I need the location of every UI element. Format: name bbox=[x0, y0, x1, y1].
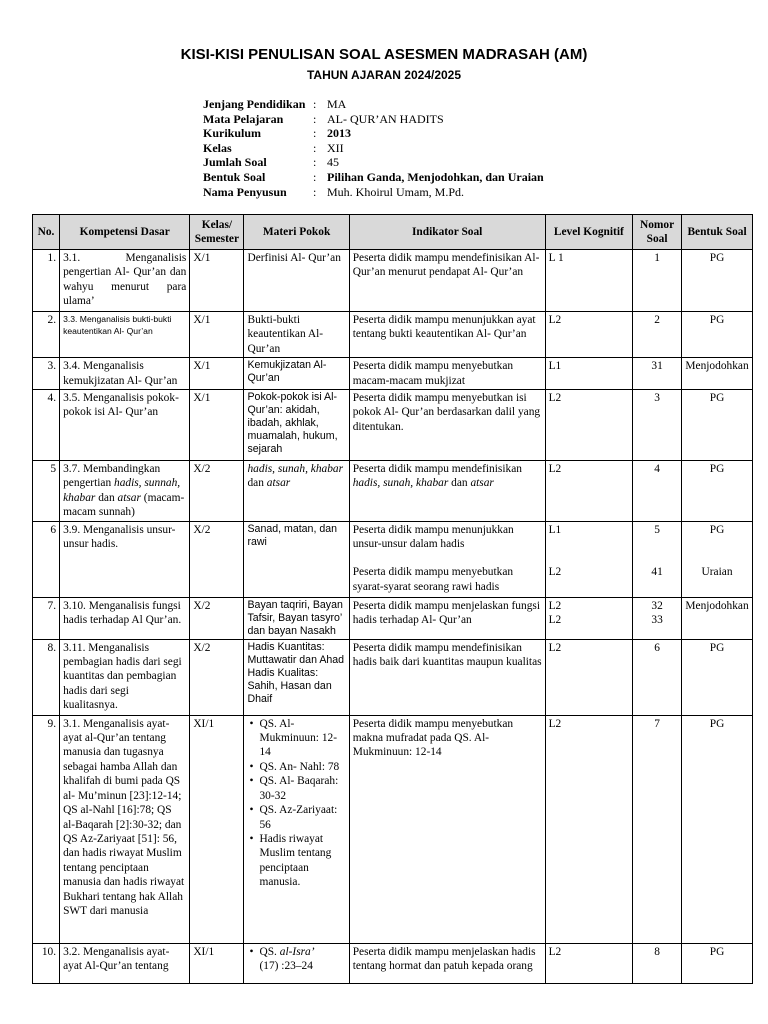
column-header: Kompetensi Dasar bbox=[60, 215, 190, 250]
column-header: No. bbox=[33, 215, 60, 250]
meta-row: Nama Penyusun : Muh. Khoirul Umam, M.Pd. bbox=[203, 184, 465, 199]
table-header-row bbox=[33, 215, 753, 250]
cell-indikator: Peserta didik mampu menjelaskan fungsi hadis terhadap Al- Qur’an bbox=[349, 597, 545, 639]
meta-key: Kurikulum bbox=[203, 126, 262, 141]
meta-value: AL- QUR’AN HADITS bbox=[327, 111, 444, 126]
list-item: • QS. Al- Mukminuun: 12-14 bbox=[259, 717, 345, 760]
meta-key: Bentuk Soal bbox=[203, 169, 266, 184]
meta-value: Pilihan Ganda, Menjodohkan, dan Uraian bbox=[327, 169, 544, 184]
cell-kelas: X/2 bbox=[190, 639, 244, 715]
column-header: Level Kognitif bbox=[545, 215, 633, 250]
cell-no: 3. bbox=[33, 358, 60, 390]
cell-indikator: Peserta didik mampu mendefinisikan Al- Qur’an menurut pendapat Al- Qur’an bbox=[349, 250, 545, 312]
meta-row: Jumlah Soal : 45 bbox=[203, 155, 339, 170]
cell-bentuk: PG bbox=[682, 390, 753, 461]
cell-indikator: Peserta didik mampu menyebutkan isi pokok Al- Qur’an berdasarkan dalil yang ditentukan. bbox=[349, 390, 545, 461]
cell-kompetensi: 3.10. Menganalisis fungsi hadis terhadap Al Qur’an. bbox=[60, 597, 190, 639]
cell-no: 1. bbox=[33, 250, 60, 312]
cell-kompetensi: 3.11. Menganalisis pembagian hadis dari segi kuantitas dan pembagian hadis dari segi kualitasnya. bbox=[60, 639, 190, 715]
cell-nomor: 5 41 bbox=[633, 521, 682, 597]
meta-value: 45 bbox=[327, 155, 339, 170]
cell-materi bbox=[244, 943, 349, 983]
cell-kelas: X/1 bbox=[190, 358, 244, 390]
cell-kompetensi: 3.5. Menganalisis pokok-pokok isi Al- Qur’an bbox=[60, 390, 190, 461]
cell-kompetensi: 3.1. Menganalisis pengertian Al- Qur’an dan wahyu menurut para ulama’ bbox=[60, 250, 190, 312]
cell-no: 10. bbox=[33, 943, 60, 983]
cell-kompetensi: 3.9. Menganalisis unsur-unsur hadis. bbox=[60, 521, 190, 597]
document-meta bbox=[203, 97, 544, 199]
cell-kompetensi: 3.3. Menganalisis bukti-bukti keautentikan Al- Qur’an bbox=[60, 312, 190, 358]
cell-bentuk: PG bbox=[682, 715, 753, 943]
cell-nomor: 8 bbox=[633, 943, 682, 983]
cell-nomor: 3 bbox=[633, 390, 682, 461]
list-item: • Hadis riwayat Muslim tentang penciptaan manusia. bbox=[259, 832, 345, 890]
cell-indikator: Peserta didik mampu mendefinisikan hadis, sunah, khabar dan atsar bbox=[349, 461, 545, 522]
table-row bbox=[33, 521, 753, 597]
cell-bentuk: PG bbox=[682, 461, 753, 522]
cell-level: L2 bbox=[545, 715, 633, 943]
cell-indikator: Peserta didik mampu mendefinisikan hadis baik dari kuantitas maupun kualitas bbox=[349, 639, 545, 715]
cell-kelas: XI/1 bbox=[190, 715, 244, 943]
meta-key: Jumlah Soal bbox=[203, 155, 267, 170]
cell-kelas: X/2 bbox=[190, 461, 244, 522]
cell-kelas: X/1 bbox=[190, 250, 244, 312]
column-header: Indikator Soal bbox=[349, 215, 545, 250]
meta-row: Kelas : XII bbox=[203, 140, 344, 155]
meta-value: MA bbox=[327, 97, 347, 111]
table-row bbox=[33, 639, 753, 715]
cell-materi: Hadis Kuantitas: Muttawatir dan Ahad Hadis Kualitas: Sahih, Hasan dan Dhaif bbox=[244, 639, 349, 715]
cell-indikator: Peserta didik mampu menunjukkan ayat tentang bukti keautentikan Al- Qur’an bbox=[349, 312, 545, 358]
list-item: • QS. Al- Baqarah: 30-32 bbox=[259, 774, 345, 803]
cell-kelas: X/2 bbox=[190, 597, 244, 639]
list-item: • QS. al-Isra’ (17) :23–24 bbox=[259, 945, 345, 974]
cell-kompetensi: 3.7. Membandingkan pengertian hadis, sunnah, khabar dan atsar (macam-macam sunnah) bbox=[60, 461, 190, 522]
cell-materi: Sanad, matan, dan rawi bbox=[244, 521, 349, 597]
meta-row: Jenjang Pendidikan : MA bbox=[203, 97, 347, 111]
table-row bbox=[33, 250, 753, 312]
table-row bbox=[33, 358, 753, 390]
cell-nomor: 4 bbox=[633, 461, 682, 522]
cell-kompetensi: 3.4. Menganalisis kemukjizatan Al- Qur’an bbox=[60, 358, 190, 390]
table-row bbox=[33, 943, 753, 983]
cell-level: L2 bbox=[545, 639, 633, 715]
cell-bentuk: PG bbox=[682, 639, 753, 715]
meta-row: Bentuk Soal : Pilihan Ganda, Menjodohkan, dan Uraian bbox=[203, 169, 544, 184]
cell-level: L2 bbox=[545, 461, 633, 522]
table-row bbox=[33, 597, 753, 639]
cell-kompetensi: 3.1. Menganalisis ayat-ayat al-Qur’an tentang manusia dan tugasnya sebagai hamba Allah dan khalifah di bumi pada QS al- Mu’minun [23]:12-14; QS al-Nahl [16]:78; QS al-Baqarah [2]:30-32; dan QS Az-Zariyaat [51]: 56, dan hadis riwayat Muslim tentang penciptaan manusia dan hadis riwayat Bukhari tentang hak Allah SWT dari manusia bbox=[60, 715, 190, 943]
cell-materi: hadis, sunah, khabar dan atsar bbox=[244, 461, 349, 522]
meta-value: XII bbox=[327, 140, 344, 155]
cell-level: L1 L2 bbox=[545, 521, 633, 597]
table-row bbox=[33, 390, 753, 461]
cell-no: 5 bbox=[33, 461, 60, 522]
cell-materi: Kemukjizatan Al- Qur’an bbox=[244, 358, 349, 390]
cell-indikator: Peserta didik mampu menyebutkan makna mufradat pada QS. Al- Mukminuun: 12-14 bbox=[349, 715, 545, 943]
kisi-kisi-table bbox=[32, 214, 753, 984]
table-row bbox=[33, 312, 753, 358]
cell-no: 8. bbox=[33, 639, 60, 715]
cell-materi: Bayan taqriri, Bayan Tafsir, Bayan tasyro’ dan bayan Nasakh bbox=[244, 597, 349, 639]
column-header: Materi Pokok bbox=[244, 215, 349, 250]
document-subtitle: TAHUN AJARAN 2024/2025 bbox=[306, 68, 462, 82]
cell-materi bbox=[244, 715, 349, 943]
cell-no: 7. bbox=[33, 597, 60, 639]
meta-key: Jenjang Pendidikan bbox=[203, 97, 306, 111]
cell-bentuk: PG bbox=[682, 250, 753, 312]
cell-bentuk: PG Uraian bbox=[682, 521, 753, 597]
cell-nomor: 1 bbox=[633, 250, 682, 312]
cell-indikator: Peserta didik mampu menjelaskan hadis tentang hormat dan patuh kepada orang bbox=[349, 943, 545, 983]
cell-indikator: Peserta didik mampu menunjukkan unsur-unsur dalam hadis Peserta didik mampu menyebutkan syarat-syarat seorang rawi hadis bbox=[349, 521, 545, 597]
meta-key: Mata Pelajaran bbox=[203, 111, 284, 126]
cell-no: 6 bbox=[33, 521, 60, 597]
column-header: Kelas/ Semester bbox=[190, 215, 244, 250]
cell-level: L2 bbox=[545, 312, 633, 358]
cell-no: 9. bbox=[33, 715, 60, 943]
meta-row: Mata Pelajaran : AL- QUR’AN HADITS bbox=[203, 111, 444, 126]
cell-kelas: X/1 bbox=[190, 312, 244, 358]
cell-bentuk: PG bbox=[682, 312, 753, 358]
cell-nomor: 32 33 bbox=[633, 597, 682, 639]
meta-value: Muh. Khoirul Umam, M.Pd. bbox=[327, 184, 465, 199]
cell-bentuk: Menjodohkan bbox=[682, 597, 753, 639]
list-item: • QS. Az-Zariyaat: 56 bbox=[259, 803, 345, 832]
cell-kelas: XI/1 bbox=[190, 943, 244, 983]
cell-kelas: X/1 bbox=[190, 390, 244, 461]
cell-level: L2 bbox=[545, 390, 633, 461]
cell-level: L2 bbox=[545, 943, 633, 983]
cell-kelas: X/2 bbox=[190, 521, 244, 597]
cell-bentuk: PG bbox=[682, 943, 753, 983]
cell-level: L2 L2 bbox=[545, 597, 633, 639]
column-header: Nomor Soal bbox=[633, 215, 682, 250]
meta-key: Nama Penyusun bbox=[203, 184, 287, 199]
cell-level: L 1 bbox=[545, 250, 633, 312]
cell-nomor: 6 bbox=[633, 639, 682, 715]
meta-value: 2013 bbox=[327, 126, 351, 141]
cell-materi: Bukti-bukti keautentikan Al- Qur’an bbox=[244, 312, 349, 358]
cell-nomor: 7 bbox=[633, 715, 682, 943]
cell-nomor: 2 bbox=[633, 312, 682, 358]
cell-nomor: 31 bbox=[633, 358, 682, 390]
list-item: • QS. An- Nahl: 78 bbox=[259, 760, 345, 774]
cell-level: L1 bbox=[545, 358, 633, 390]
cell-bentuk: Menjodohkan bbox=[682, 358, 753, 390]
cell-indikator: Peserta didik mampu menyebutkan macam-macam mukjizat bbox=[349, 358, 545, 390]
document-title: KISI-KISI PENULISAN SOAL ASESMEN MADRASAH (AM) bbox=[180, 46, 588, 63]
table-row bbox=[33, 715, 753, 943]
cell-kompetensi: 3.2. Menganalisis ayat-ayat Al-Qur’an tentang bbox=[60, 943, 190, 983]
column-header: Bentuk Soal bbox=[682, 215, 753, 250]
table-row bbox=[33, 461, 753, 522]
cell-no: 2. bbox=[33, 312, 60, 358]
cell-materi: Derfinisi Al- Qur’an bbox=[244, 250, 349, 312]
meta-key: Kelas bbox=[203, 140, 232, 155]
meta-row: Kurikulum : 2013 bbox=[203, 126, 351, 141]
cell-materi: Pokok-pokok isi Al-Qur’an: akidah, ibadah, akhlak, muamalah, hukum, sejarah bbox=[244, 390, 349, 461]
cell-no: 4. bbox=[33, 390, 60, 461]
